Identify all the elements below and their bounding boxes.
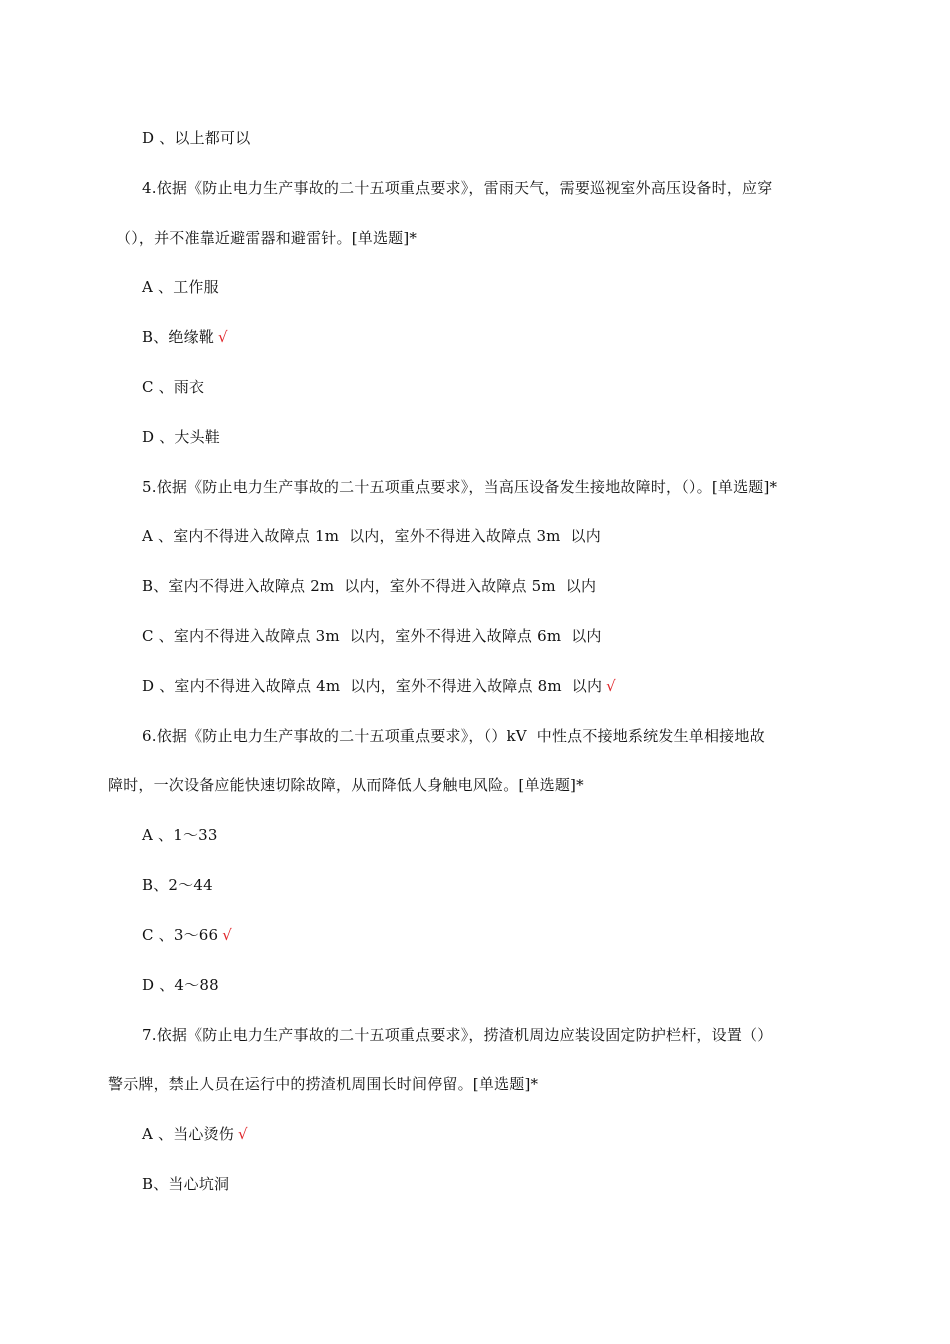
question-7-option-b [142,1174,229,1194]
question-7-text-cont: 警示牌，禁止人员在运行中的捞渣机周围长时间停留。[单选题]* [108,1075,539,1093]
question-6-option-a [142,825,218,845]
question-6-option-b [142,875,213,895]
option-text: C 、雨衣 [142,378,205,396]
check-mark-icon: √ [238,1125,248,1143]
question-4-option-a [142,277,219,297]
option-text: A 、室内不得进入故障点 1m 以内，室外不得进入故障点 3m 以内 [142,527,601,545]
option-text: D 、4～88 [142,976,219,994]
option-text: A 、1～33 [142,826,218,844]
option-text: B、绝缘靴 [142,328,215,346]
question-4-option-d [142,427,220,447]
option-text: D 、以上都可以 [142,129,251,147]
question-5-option-c [142,626,602,646]
question-4-option-c [142,377,204,397]
option-text: D 、大头鞋 [142,428,220,446]
check-mark-icon: √ [606,677,616,695]
question-4-option-b [142,327,228,347]
question-4-text: 4.依据《防止电力生产事故的二十五项重点要求》，雷雨天气，需要巡视室外高压设备时，应穿 [142,179,773,197]
question-5-option-a [142,526,601,546]
question-5-text: 5.依据《防止电力生产事故的二十五项重点要求》，当高压设备发生接地故障时，（）。[单选题]* [142,478,778,496]
option-text: B、当心坑洞 [142,1175,230,1193]
question-4-text-cont: （），并不准靠近避雷器和避雷针。[单选题]* [116,229,418,247]
check-mark-icon: √ [222,926,233,944]
question-5-option-d [142,676,616,696]
check-mark-icon: √ [218,328,228,346]
option-text: C 、室内不得进入故障点 3m 以内，室外不得进入故障点 6m 以内 [142,627,602,645]
question-5-option-b [142,576,596,596]
question-7-text: 7.依据《防止电力生产事故的二十五项重点要求》，捞渣机周边应装设固定防护栏杆，设置（） [142,1026,773,1044]
option-text: A 、当心烫伤 [142,1125,235,1143]
option-text: A 、工作服 [142,278,219,296]
question-6-option-d [142,975,219,995]
option-text: B、2～44 [142,876,213,894]
question-6-text: 6.依据《防止电力生产事故的二十五项重点要求》，（）kV 中性点不接地系统发生单相接地故 [142,727,765,745]
option-text: C 、3～66 [142,926,219,944]
option-d-prev [142,128,250,148]
option-text: B、室内不得进入故障点 2m 以内，室外不得进入故障点 5m 以内 [142,577,597,595]
question-6-text-cont: 障时，一次设备应能快速切除故障，从而降低人身触电风险。[单选题]* [108,776,584,794]
question-7-option-a [142,1124,248,1144]
question-6-option-c [142,925,232,945]
option-text: D 、室内不得进入故障点 4m 以内，室外不得进入故障点 8m 以内 [142,677,603,695]
